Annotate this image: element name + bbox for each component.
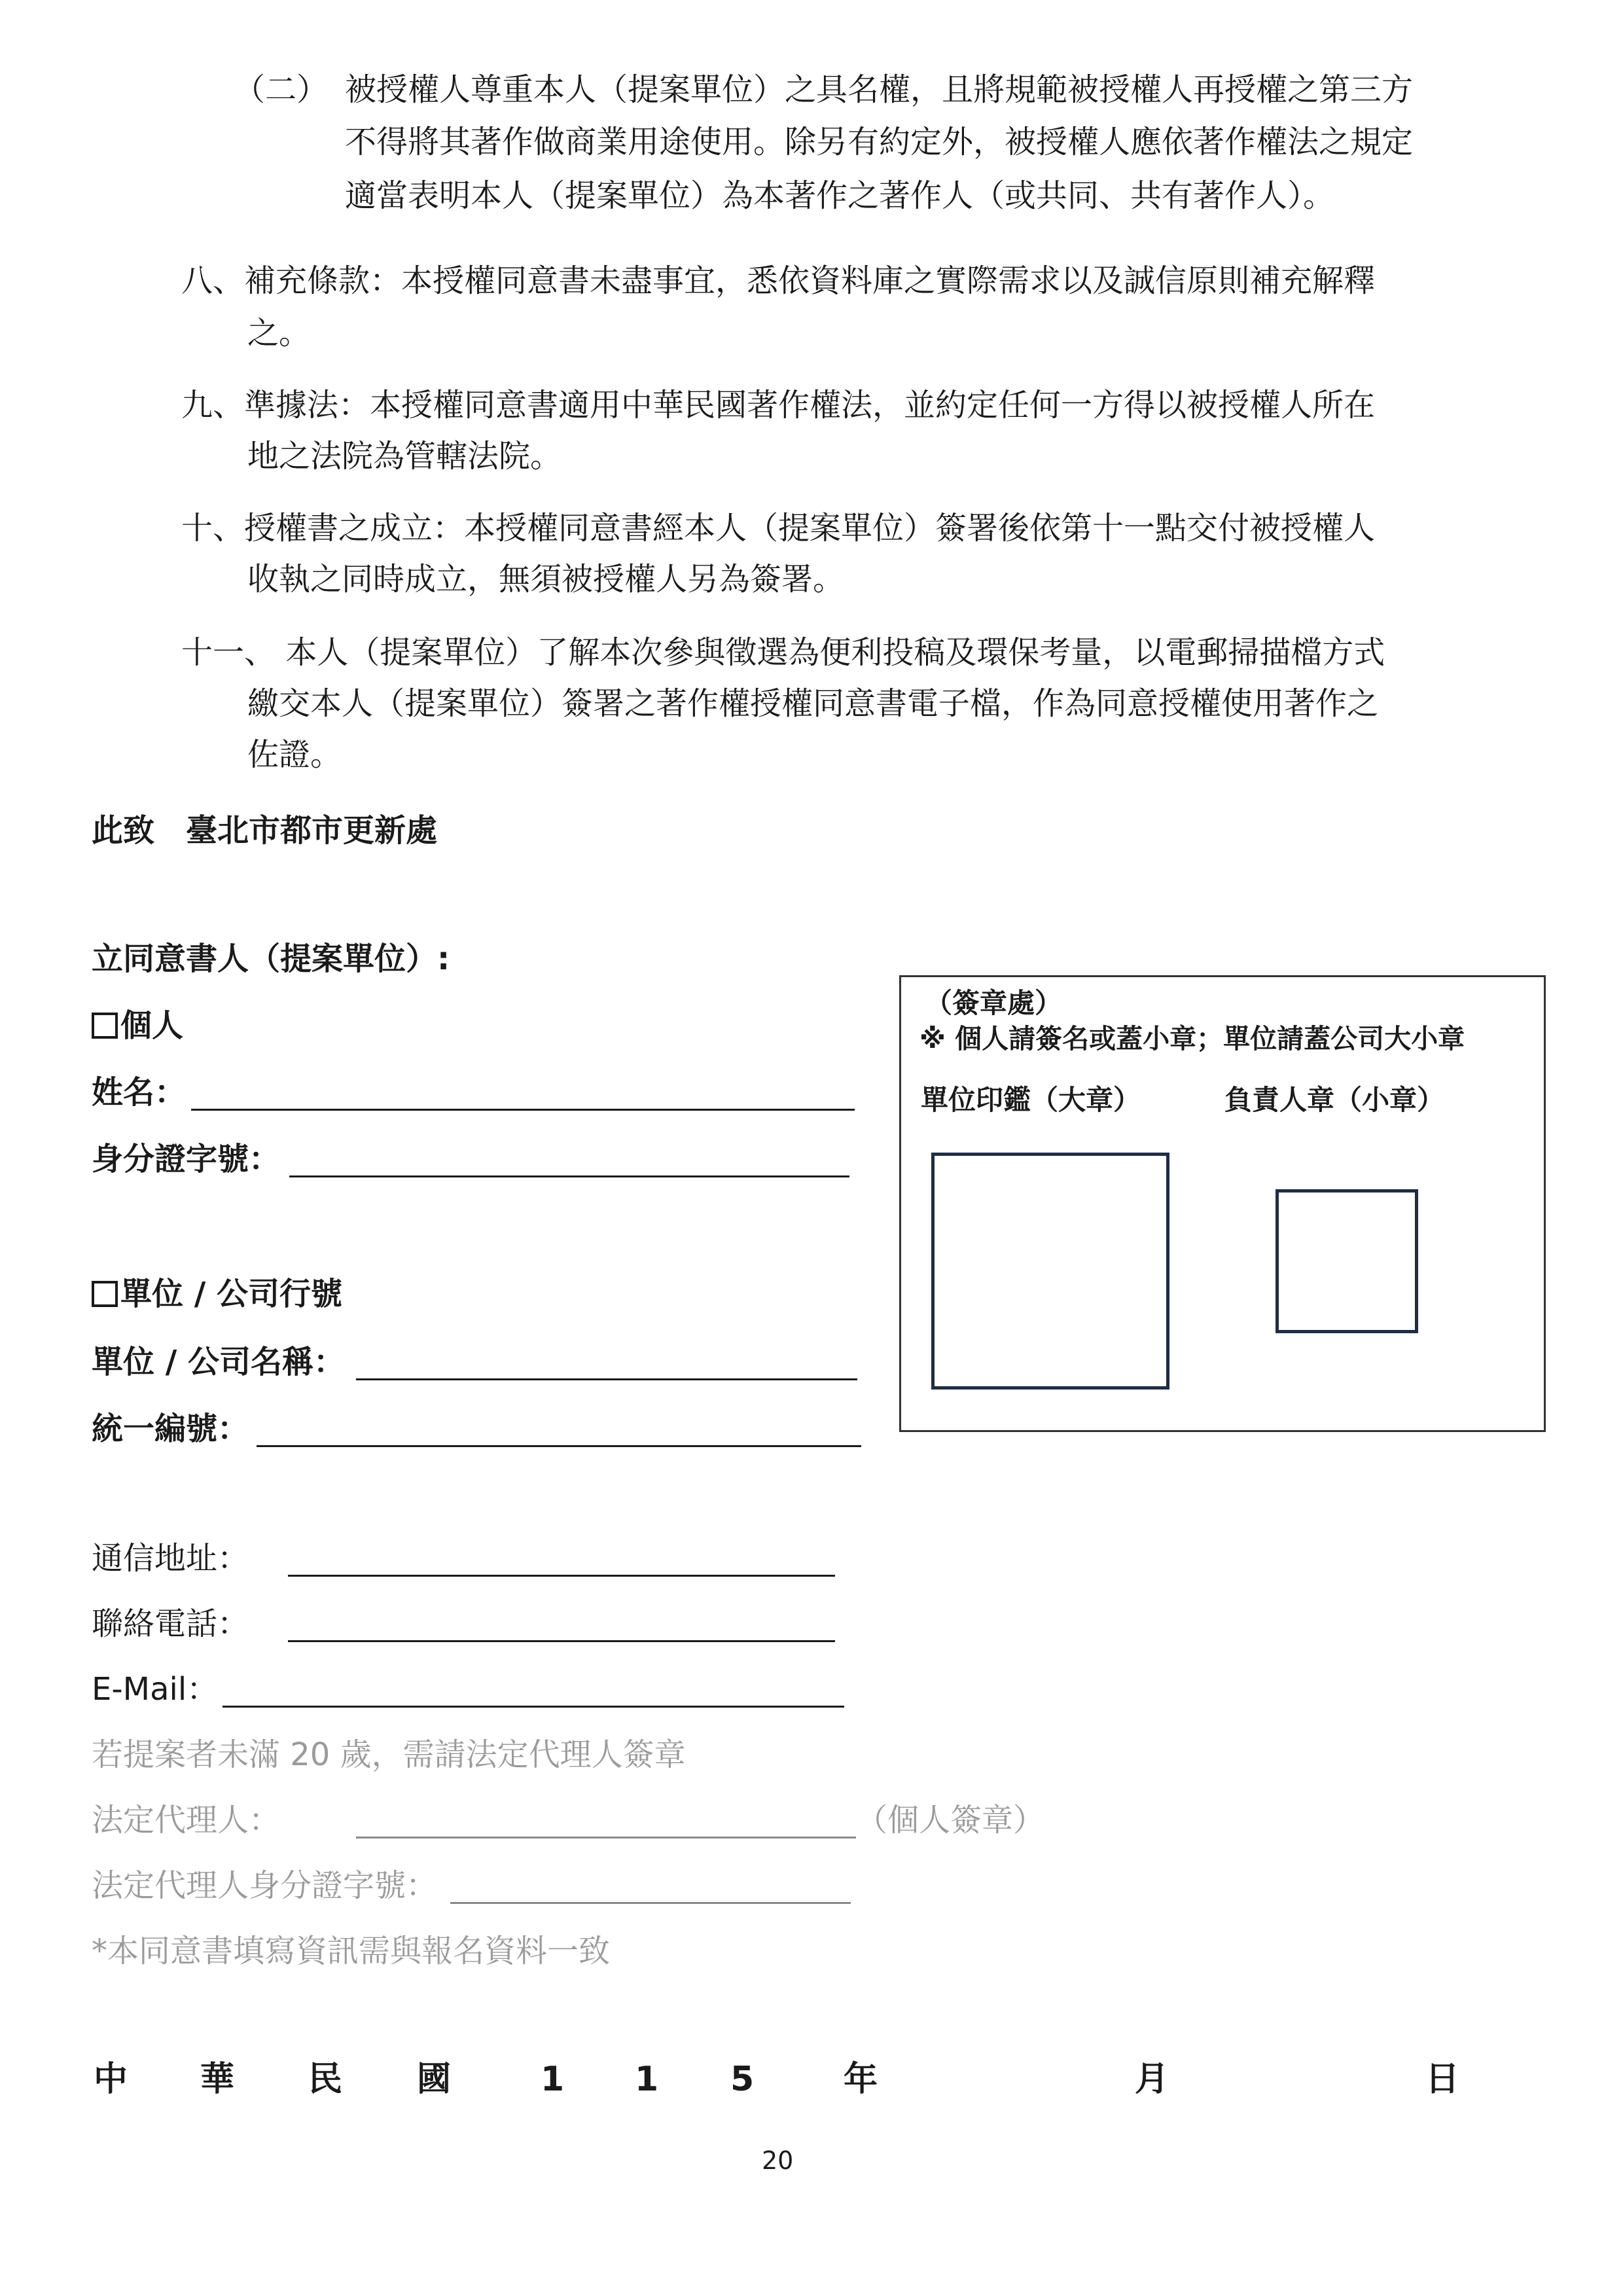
small-seal-label: 負責人章（小章）	[1224, 1084, 1445, 1116]
guardian-label: 法定代理人：	[92, 1802, 281, 1839]
tax-id-input-line[interactable]	[257, 1445, 861, 1447]
form-footnote: *本同意書填寫資訊需與報名資料一致	[92, 1933, 611, 1969]
date-year-digit-2: 1	[635, 2060, 659, 2099]
phone-input-line[interactable]	[288, 1640, 835, 1642]
address-input-line[interactable]	[288, 1575, 835, 1577]
individual-option-label: 個人	[120, 1007, 184, 1044]
small-seal-box[interactable]	[1275, 1189, 1418, 1333]
date-char-zhong: 中	[94, 2060, 128, 2099]
company-checkbox[interactable]	[92, 1281, 118, 1307]
company-name-label: 單位 / 公司名稱：	[92, 1344, 345, 1380]
date-char-hua: 華	[200, 2060, 235, 2099]
clause-7-2-line-2: 不得將其著作做商業用途使用。除另有約定外，被授權人應依著作權法之規定	[345, 124, 1414, 160]
date-year-digit-1: 1	[541, 2060, 565, 2099]
clause-11-line-2: 繳交本人（提案單位）簽署之著作權授權同意書電子檔，作為同意授權使用著作之	[247, 685, 1379, 722]
guardian-input-line[interactable]	[356, 1837, 856, 1839]
date-day-label: 日	[1425, 2060, 1460, 2099]
phone-label: 聯絡電話：	[92, 1605, 249, 1642]
seal-area-title: （簽章處）	[925, 987, 1063, 1019]
clause-7-2-line-1: 被授權人尊重本人（提案單位）之具名權，且將規範被授權人再授權之第三方	[345, 71, 1414, 108]
clause-11-line-3: 佐證。	[247, 736, 342, 773]
clause-10-line-2: 收執之同時成立，無須被授權人另為簽署。	[247, 561, 845, 598]
guardian-sign-hint: （個人簽章）	[856, 1802, 1045, 1839]
clause-8-line-2: 之。	[247, 315, 311, 351]
clause-10-line-1: 十、授權書之成立：本授權同意書經本人（提案單位）簽署後依第十一點交付被授權人	[181, 510, 1376, 547]
id-number-input-line[interactable]	[289, 1175, 849, 1177]
big-seal-label: 單位印鑑（大章）	[921, 1084, 1141, 1116]
address-label: 通信地址：	[92, 1540, 249, 1577]
page-number: 20	[762, 2146, 794, 2175]
guardian-id-label: 法定代理人身分證字號：	[92, 1867, 438, 1904]
individual-checkbox[interactable]	[92, 1013, 118, 1039]
company-option[interactable]	[92, 1270, 342, 1318]
name-input-line[interactable]	[191, 1109, 855, 1111]
clause-7-2-line-3: 適當表明本人（提案單位）為本著作之著作人（或共同、共有著作人）。	[345, 177, 1335, 214]
date-char-guo: 國	[417, 2060, 452, 2099]
signer-heading: 立同意書人（提案單位）:	[92, 941, 450, 977]
date-month-label: 月	[1135, 2060, 1169, 2099]
id-number-label: 身分證字號：	[92, 1141, 281, 1177]
company-name-input-line[interactable]	[356, 1378, 857, 1380]
date-char-min: 民	[308, 2060, 343, 2099]
big-seal-box[interactable]	[931, 1153, 1169, 1390]
email-label: E-Mail：	[92, 1671, 219, 1708]
clause-9-line-1: 九、準據法：本授權同意書適用中華民國著作權法，並約定任何一方得以被授權人所在	[181, 387, 1376, 423]
clause-7-2-marker: （二）	[234, 71, 329, 108]
clause-11-line-1: 十一、 本人（提案單位）了解本次參與徵選為便利投稿及環保考量，以電郵掃描檔方式	[181, 634, 1385, 671]
guardian-note: 若提案者未滿 20 歲，需請法定代理人簽章	[92, 1736, 686, 1773]
tax-id-label: 統一編號：	[92, 1410, 249, 1447]
addressee: 此致 臺北市都市更新處	[92, 812, 438, 849]
seal-area	[899, 975, 1546, 1432]
guardian-id-input-line[interactable]	[450, 1902, 851, 1904]
date-year-label: 年	[844, 2060, 878, 2099]
name-label: 姓名：	[92, 1074, 187, 1111]
date-year-digit-3: 5	[730, 2060, 755, 2099]
email-input-line[interactable]	[223, 1706, 844, 1708]
seal-area-note: ※ 個人請簽名或蓋小章；單位請蓋公司大小章	[919, 1023, 1465, 1054]
clause-9-line-2: 地之法院為管轄法院。	[247, 438, 562, 475]
individual-option[interactable]	[92, 1001, 183, 1050]
clause-8-line-1: 八、補充條款：本授權同意書未盡事宜，悉依資料庫之實際需求以及誠信原則補充解釋	[181, 262, 1376, 299]
company-option-label: 單位 / 公司行號	[120, 1276, 342, 1312]
